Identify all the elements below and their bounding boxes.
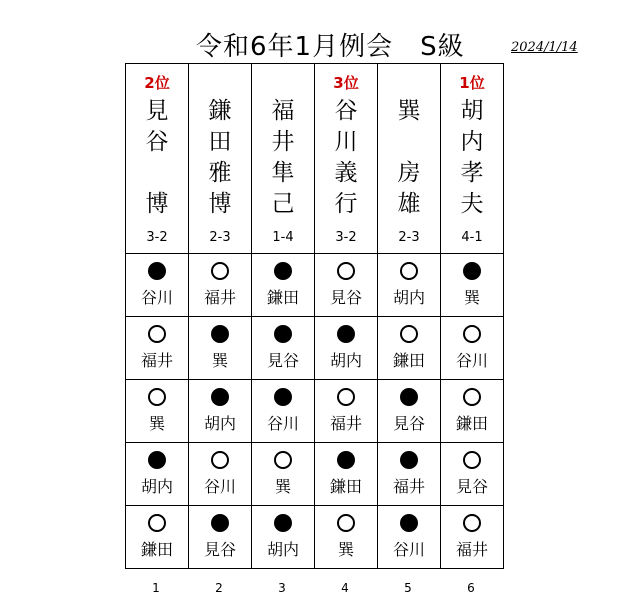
round-row [126,443,504,506]
player-name-char: 井 [271,129,295,155]
opponent-name: 見谷 [392,414,425,433]
player-name-char: 夫 [460,191,484,217]
player-name-char: 川 [334,129,358,155]
match-cell [441,506,504,569]
match-cell [315,380,378,443]
opponent-name: 福井 [455,540,488,559]
player-name-char: 巽 [397,98,421,124]
player-name-char: 内 [460,129,484,155]
open-circle-icon [148,388,166,406]
match-cell [378,443,441,506]
player-name [315,96,377,220]
player-header-cell [315,64,378,254]
player-header-cell [378,64,441,254]
player-name-char: 谷 [334,98,358,124]
column-number: 5 [404,581,412,595]
round-row [126,254,504,317]
filled-circle-icon [211,388,229,406]
player-name [378,96,440,220]
opponent-name: 胡内 [392,288,425,307]
filled-circle-icon [337,451,355,469]
filled-circle-icon [274,262,292,280]
filled-circle-icon [274,325,292,343]
player-name-char: 見 [145,98,169,124]
open-circle-icon [148,514,166,532]
filled-circle-icon [400,451,418,469]
column-number: 6 [467,581,475,595]
player-name-char: 谷 [145,129,169,155]
open-circle-icon [463,388,481,406]
open-circle-icon [211,262,229,280]
opponent-name: 谷川 [140,288,173,307]
opponent-name: 福井 [329,414,362,433]
match-cell [252,317,315,380]
filled-circle-icon [148,451,166,469]
match-cell [441,443,504,506]
column-number: 1 [152,581,160,595]
player-name-char: 雄 [397,191,421,217]
player-record: 1-4 [272,230,294,245]
opponent-name: 見谷 [329,288,362,307]
player-record: 4-1 [461,230,483,245]
round-row [126,380,504,443]
match-cell [441,317,504,380]
player-name-char: 隼 [271,160,295,186]
filled-circle-icon [148,262,166,280]
open-circle-icon [463,325,481,343]
player-name-char: 行 [334,191,358,217]
opponent-name: 巽 [463,288,480,307]
player-name-char: 胡 [460,98,484,124]
opponent-name: 福井 [392,477,425,496]
player-name-char: 義 [334,160,358,186]
match-cell [378,254,441,317]
filled-circle-icon [337,325,355,343]
opponent-name: 巽 [211,351,228,370]
match-cell [252,506,315,569]
open-circle-icon [211,451,229,469]
player-record: 2-3 [209,230,231,245]
player-name-char: 己 [271,191,295,217]
page-title: 令和6年1月例会 S級 [196,32,465,62]
filled-circle-icon [274,388,292,406]
open-circle-icon [400,325,418,343]
player-name-char: 鎌 [208,98,232,124]
opponent-name: 鎌田 [266,288,299,307]
player-name-char: 博 [145,191,169,217]
opponent-name: 巽 [148,414,165,433]
player-name [126,96,188,220]
player-record: 3-2 [146,230,168,245]
player-name-char: 田 [208,129,232,155]
open-circle-icon [274,451,292,469]
opponent-name: 胡内 [329,351,362,370]
filled-circle-icon [400,514,418,532]
opponent-name: 鎌田 [392,351,425,370]
match-cell [441,380,504,443]
player-rank: 3位 [333,74,359,92]
player-name [189,96,251,220]
round-row [126,506,504,569]
match-cell [189,443,252,506]
match-cell [126,254,189,317]
column-number: 3 [278,581,286,595]
match-cell [378,506,441,569]
results-table [125,63,504,569]
match-cell [189,506,252,569]
filled-circle-icon [463,262,481,280]
player-name-char [126,158,188,189]
open-circle-icon [463,514,481,532]
player-name [252,96,314,220]
open-circle-icon [463,451,481,469]
match-cell [126,506,189,569]
match-cell [252,443,315,506]
opponent-name: 見谷 [455,477,488,496]
match-cell [378,380,441,443]
match-cell [315,506,378,569]
match-cell [252,254,315,317]
column-number: 2 [215,581,223,595]
filled-circle-icon [211,325,229,343]
match-cell [126,380,189,443]
player-record: 2-3 [398,230,420,245]
player-rank: 1位 [459,74,485,92]
match-cell [315,317,378,380]
round-row [126,317,504,380]
opponent-name: 巽 [274,477,291,496]
match-cell [189,254,252,317]
opponent-name: 谷川 [203,477,236,496]
player-rank: 2位 [144,74,170,92]
filled-circle-icon [211,514,229,532]
player-header-cell [252,64,315,254]
player-name-char: 房 [397,160,421,186]
open-circle-icon [148,325,166,343]
opponent-name: 鎌田 [140,540,173,559]
opponent-name: 見谷 [203,540,236,559]
opponent-name: 胡内 [203,414,236,433]
match-cell [315,254,378,317]
opponent-name: 巽 [337,540,354,559]
open-circle-icon [337,514,355,532]
player-name-char: 博 [208,191,232,217]
player-name-char: 福 [271,98,295,124]
opponent-name: 谷川 [455,351,488,370]
player-header-cell [189,64,252,254]
opponent-name: 谷川 [266,414,299,433]
match-cell [315,443,378,506]
match-cell [252,380,315,443]
opponent-name: 胡内 [140,477,173,496]
event-date: 2024/1/14 [511,40,578,55]
opponent-name: 鎌田 [455,414,488,433]
opponent-name: 胡内 [266,540,299,559]
open-circle-icon [337,262,355,280]
filled-circle-icon [400,388,418,406]
filled-circle-icon [274,514,292,532]
match-cell [189,380,252,443]
opponent-name: 福井 [203,288,236,307]
player-name [441,96,503,220]
player-record: 3-2 [335,230,357,245]
match-cell [378,317,441,380]
player-name-char: 雅 [208,160,232,186]
player-header-row [126,64,504,254]
open-circle-icon [337,388,355,406]
opponent-name: 谷川 [392,540,425,559]
player-header-cell [441,64,504,254]
player-header-cell [126,64,189,254]
match-cell [126,317,189,380]
open-circle-icon [400,262,418,280]
opponent-name: 福井 [140,351,173,370]
match-cell [441,254,504,317]
player-name-char [378,127,440,158]
player-name-char: 孝 [460,160,484,186]
column-number: 4 [341,581,349,595]
match-cell [189,317,252,380]
match-cell [126,443,189,506]
opponent-name: 見谷 [266,351,299,370]
opponent-name: 鎌田 [329,477,362,496]
